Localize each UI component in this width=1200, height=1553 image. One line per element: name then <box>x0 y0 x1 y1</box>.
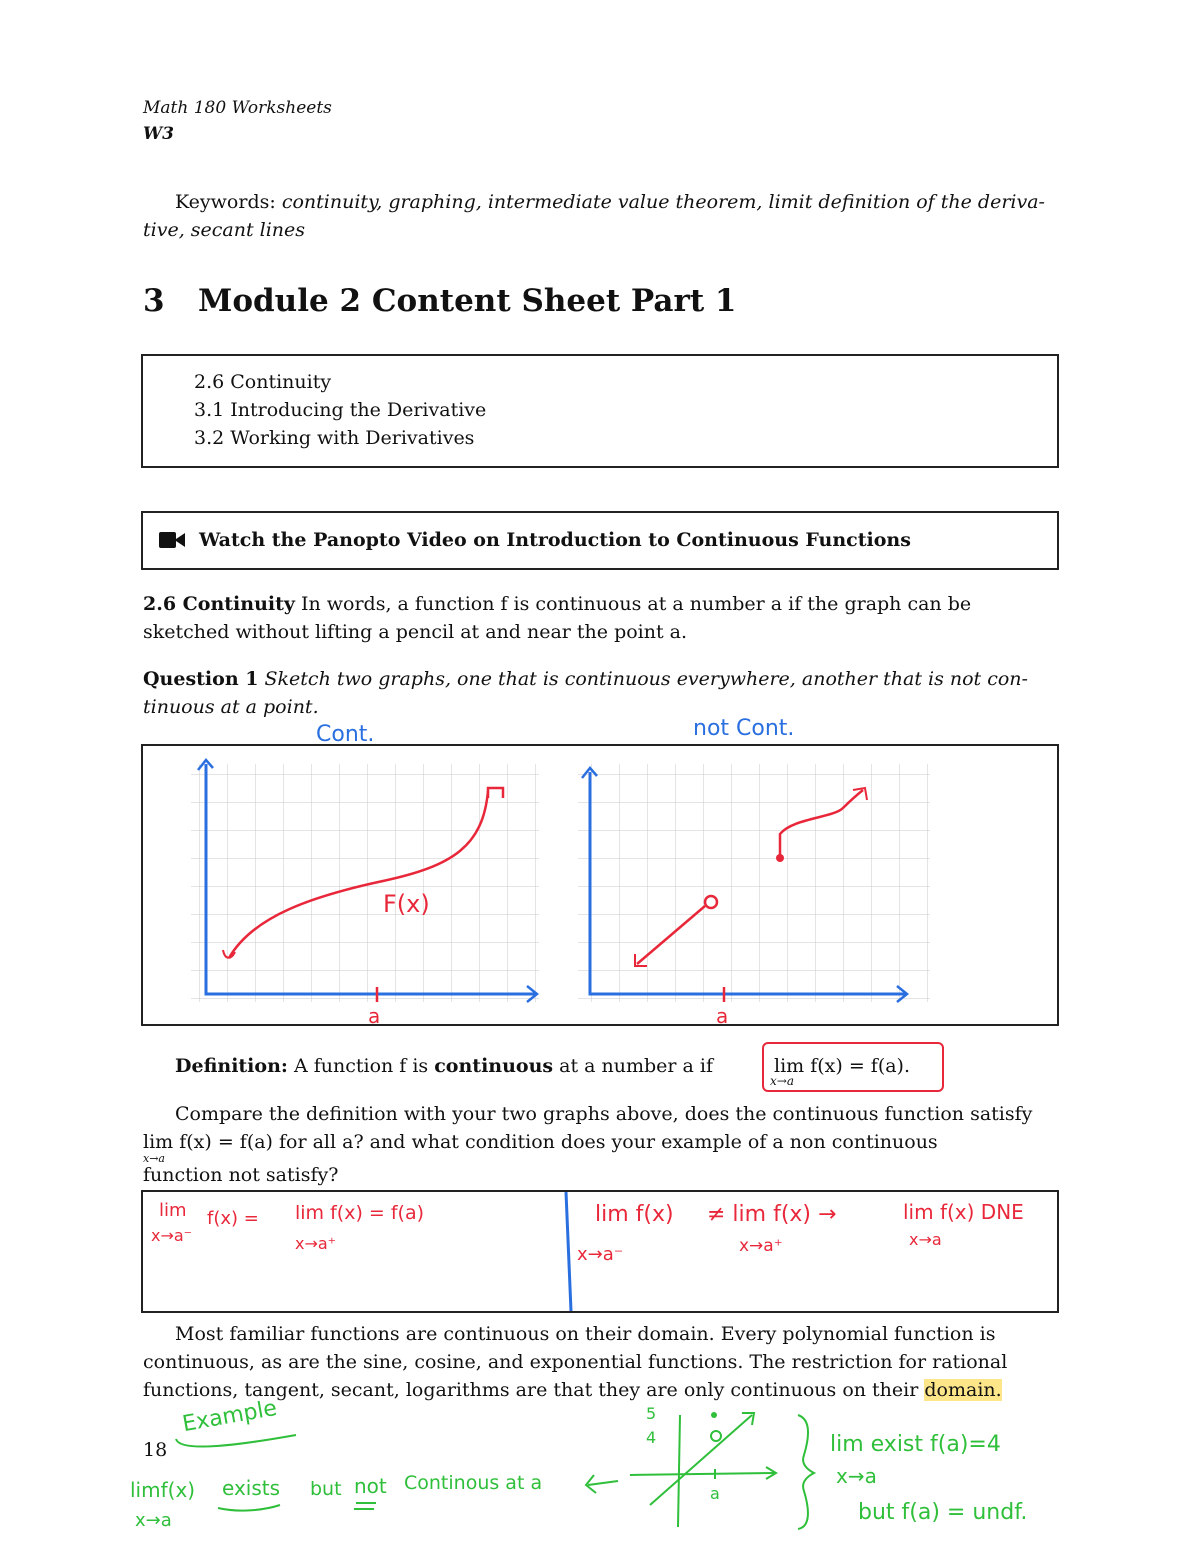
a-label-right: a <box>716 1004 729 1028</box>
familiar-line3-text: functions, tangent, secant, logarithms are that they are only continuous on their <box>143 1379 919 1401</box>
video-label: Watch the Panopto Video on Introduction to Continuous Functions <box>199 529 911 551</box>
answer-right-lim1: lim f(x) <box>595 1202 674 1227</box>
course-title: Math 180 Worksheets <box>143 98 332 118</box>
answer-left-lim-sub: x→a⁻ <box>151 1226 193 1245</box>
page-number: 18 <box>143 1439 168 1461</box>
not-cont-label: not Cont. <box>693 716 795 741</box>
section-number: 3 <box>143 283 165 319</box>
definition-formula: lim f(x) = f(a). <box>774 1055 911 1077</box>
example-underline <box>176 1435 296 1447</box>
sketch-box <box>141 744 1059 1026</box>
example-not: not <box>354 1474 387 1498</box>
answer-left-lim: lim <box>159 1200 187 1221</box>
worksheet-code: W3 <box>143 124 174 144</box>
question1-line1 <box>143 665 1028 693</box>
example-line <box>650 1415 752 1505</box>
example-right-line2: x→a <box>836 1464 877 1488</box>
answer-left-lim2: lim f(x) = f(a) <box>295 1202 425 1224</box>
cont-label: Cont. <box>316 722 375 747</box>
domain-highlight: domain. <box>924 1379 1002 1401</box>
example-title: Example <box>180 1395 279 1438</box>
answer-right-dne-sub: x→a <box>909 1230 942 1249</box>
answer-left-lim2-sub: x→a⁺ <box>295 1234 337 1253</box>
toc-item-3: 3.2 Working with Derivatives <box>194 427 475 449</box>
example-tick5: 5 <box>646 1404 657 1423</box>
example-right-line3: but f(a) = undf. <box>858 1500 1028 1525</box>
example-hole <box>711 1431 721 1441</box>
compare-line3: function not satisfy? <box>143 1164 339 1186</box>
toc-item-1: 2.6 Continuity <box>194 371 332 393</box>
question1-text1: Sketch two graphs, one that is continuous everywhere, another that is not con- <box>264 668 1028 690</box>
example-y-axis <box>678 1415 680 1527</box>
example-a: a <box>710 1484 720 1503</box>
example-right-line1: lim exist f(a)=4 <box>830 1432 1001 1457</box>
compare-line1: Compare the definition with your two graphs above, does the continuous function satisfy <box>175 1103 1033 1125</box>
continuity-heading: 2.6 Continuity <box>143 593 295 615</box>
answer-right-dne: lim f(x) DNE <box>903 1200 1024 1224</box>
answer-right-lim1-sub: x→a⁻ <box>577 1244 624 1265</box>
toc-box <box>141 354 1059 468</box>
video-box[interactable] <box>141 511 1059 570</box>
example-exists: exists <box>222 1476 281 1500</box>
definition-bold: continuous <box>434 1055 554 1077</box>
definition-formula-box <box>762 1042 944 1092</box>
answer-right-lim2: ≠ lim f(x) → <box>707 1202 837 1227</box>
exists-underline <box>218 1505 280 1511</box>
grid-right <box>578 764 930 1002</box>
familiar-line1: Most familiar functions are continuous on their domain. Every polynomial function is <box>175 1323 996 1345</box>
answer-box <box>141 1190 1059 1313</box>
question1-label: Question 1 <box>143 668 259 690</box>
question1-line2: tinuous at a point. <box>143 696 319 718</box>
answer-left-fx: f(x) = <box>207 1208 259 1229</box>
keywords-line1 <box>175 188 1045 216</box>
continuity-line1 <box>143 590 971 618</box>
example-rest: Continous at a <box>404 1472 543 1494</box>
definition-post: at a number a if <box>559 1055 714 1077</box>
sketch-canvas <box>143 746 1057 1024</box>
answer-right-lim2-sub: x→a⁺ <box>739 1236 783 1256</box>
not-underline <box>354 1503 376 1509</box>
section-title: Module 2 Content Sheet Part 1 <box>198 283 737 319</box>
example-brace <box>798 1415 814 1529</box>
keywords-line2: tive, secant lines <box>143 219 306 241</box>
definition-pre: A function f is <box>293 1055 429 1077</box>
fx-label: F(x) <box>383 890 430 918</box>
example-lim-sub: x→a <box>135 1510 172 1531</box>
definition-line <box>175 1052 713 1080</box>
example-sketch <box>120 1395 1200 1553</box>
video-camera-icon <box>159 530 185 550</box>
open-circle <box>705 896 717 908</box>
toc-item-2: 3.1 Introducing the Derivative <box>194 399 487 421</box>
keywords-label: Keywords: <box>175 191 276 213</box>
example-point <box>711 1412 717 1418</box>
familiar-line2: continuous, as are the sine, cosine, and exponential functions. The restriction for rational <box>143 1351 1008 1373</box>
compare-line2: lim f(x) = f(a) for all a? and what condition does your example of a non continuous <box>143 1131 938 1153</box>
definition-formula-sub: x→a <box>770 1074 794 1088</box>
example-lim: limf(x) <box>130 1478 196 1502</box>
continuity-line2: sketched without lifting a pencil at and near the point a. <box>143 621 688 643</box>
compare-line2-sub: x→a <box>143 1152 165 1165</box>
example-tick4: 4 <box>646 1428 657 1447</box>
example-x-axis <box>630 1473 775 1475</box>
continuity-text1: In words, a function f is continuous at a number a if the graph can be <box>300 593 972 615</box>
definition-label: Definition: <box>175 1055 288 1077</box>
a-label-left: a <box>368 1004 381 1028</box>
example-arrow <box>586 1475 618 1493</box>
keywords-list: continuity, graphing, intermediate value theorem, limit definition of the deriva- <box>281 191 1045 213</box>
example-but: but <box>310 1478 342 1500</box>
